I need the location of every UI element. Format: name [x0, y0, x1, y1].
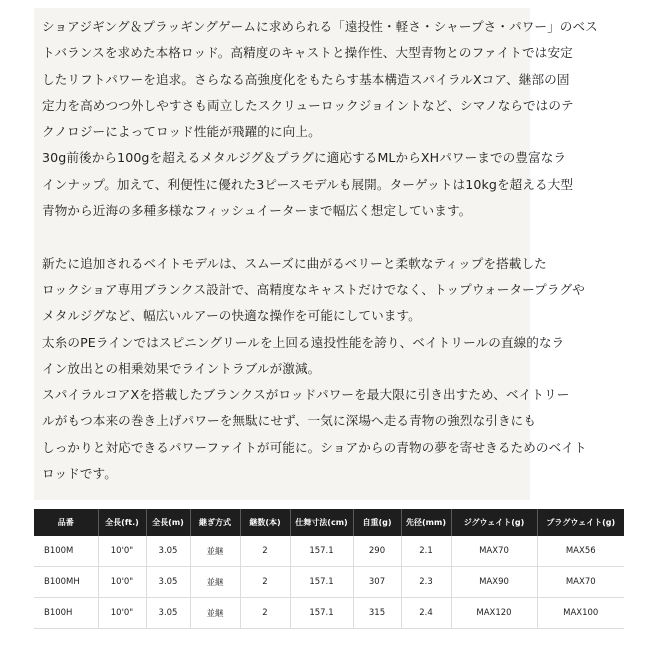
- header-tip-diameter: 先径(mm): [401, 509, 451, 536]
- cell-tip-diameter: 2.1: [401, 536, 451, 567]
- cell-length-m: 3.05: [146, 536, 190, 567]
- description-line: しっかりと対応できるパワーファイトが可能に。ショアからの青物の夢を寄せきるためのベイト: [42, 439, 587, 455]
- cell-plug-weight: MAX100: [537, 598, 624, 629]
- description-line: ロックショア専用ブランクス設計で、高精度なキャストだけでなく、トップウォータープラグや: [42, 281, 585, 297]
- cell-closed-length: 157.1: [290, 536, 353, 567]
- header-pieces: 継数(本): [240, 509, 290, 536]
- cell-closed-length: 157.1: [290, 567, 353, 598]
- header-model: 品番: [34, 509, 98, 536]
- cell-joint-type: 並継: [190, 598, 240, 629]
- product-description: [34, 8, 598, 500]
- cell-jig-weight: MAX70: [451, 536, 537, 567]
- cell-length-ft: 10'0": [98, 567, 146, 598]
- cell-jig-weight: MAX90: [451, 567, 537, 598]
- cell-pieces: 2: [240, 598, 290, 629]
- description-line: 太糸のPEラインではスピニングリールを上回る遠投性能を誇り、ベイトリールの直線的なラ: [42, 334, 565, 350]
- spec-table: [34, 509, 624, 629]
- cell-plug-weight: MAX70: [537, 567, 624, 598]
- description-line: ルがもつ本来の巻き上げパワーを無駄にせず、一気に深場へ走る青物の強烈な引きにも: [42, 413, 537, 429]
- description-line: 新たに追加されるベイトモデルは、スムーズに曲がるベリーと柔軟なティップを搭載した: [42, 255, 547, 271]
- header-jig-weight: ジグウェイト(g): [451, 509, 537, 536]
- cell-weight: 290: [353, 536, 401, 567]
- description-line: 定力を高めつつ外しやすさも両立したスクリューロックジョイントなど、シマノならではのテ: [42, 97, 574, 113]
- description-line: クノロジーによってロッド性能が飛躍的に向上。: [42, 124, 321, 140]
- cell-joint-type: 並継: [190, 536, 240, 567]
- spec-header-row: [34, 509, 624, 536]
- description-line: トバランスを求めた本格ロッド。高精度のキャストと操作性、大型青物とのファイトでは安定: [42, 45, 573, 61]
- cell-length-ft: 10'0": [98, 536, 146, 567]
- description-line: スパイラルコアXを搭載したブランクスがロッドパワーを最大限に引き出すため、ベイトリー: [42, 387, 570, 403]
- header-closed-length: 仕舞寸法(cm): [290, 509, 353, 536]
- description-line: イン放出との相乗効果でライントラブルが激減。: [42, 360, 321, 376]
- table-row: [34, 536, 624, 567]
- header-weight: 自重(g): [353, 509, 401, 536]
- cell-jig-weight: MAX120: [451, 598, 537, 629]
- description-line: インナップ。加えて、利便性に優れた3ピースモデルも展開。ターゲットは10kgを超える大型: [42, 176, 574, 192]
- cell-weight: 315: [353, 598, 401, 629]
- header-joint-type: 継ぎ方式: [190, 509, 240, 536]
- table-row: [34, 567, 624, 598]
- description-line: ショアジギング＆プラッギングゲームに求められる「遠投性・軽さ・シャープさ・パワー」のベス: [42, 19, 598, 34]
- cell-model: B100M: [34, 536, 98, 567]
- cell-pieces: 2: [240, 567, 290, 598]
- description-line: 青物から近海の多種多様なフィッシュイーターまで幅広く想定しています。: [42, 203, 472, 219]
- header-plug-weight: プラグウェイト(g): [537, 509, 624, 536]
- cell-tip-diameter: 2.3: [401, 567, 451, 598]
- cell-weight: 307: [353, 567, 401, 598]
- description-line: ロッドです。: [42, 466, 117, 482]
- paragraph-spacer: [42, 224, 530, 250]
- description-line: 30g前後から100gを超えるメタルジグ＆プラグに適応するMLからXHパワーまでの豊富なラ: [42, 150, 567, 166]
- cell-plug-weight: MAX56: [537, 536, 624, 567]
- cell-length-ft: 10'0": [98, 598, 146, 629]
- cell-model: B100H: [34, 598, 98, 629]
- cell-length-m: 3.05: [146, 567, 190, 598]
- cell-length-m: 3.05: [146, 598, 190, 629]
- cell-tip-diameter: 2.4: [401, 598, 451, 629]
- cell-joint-type: 並継: [190, 567, 240, 598]
- cell-pieces: 2: [240, 536, 290, 567]
- cell-model: B100MH: [34, 567, 98, 598]
- description-line: メタルジグなど、幅広いルアーの快適な操作を可能にしています。: [42, 308, 421, 324]
- cell-closed-length: 157.1: [290, 598, 353, 629]
- header-length-ft: 全長(ft.): [98, 509, 146, 536]
- description-line: したリフトパワーを追求。さらなる高強度化をもたらす基本構造スパイラルXコア、継部の固: [42, 71, 570, 87]
- table-row: [34, 598, 624, 629]
- header-length-m: 全長(m): [146, 509, 190, 536]
